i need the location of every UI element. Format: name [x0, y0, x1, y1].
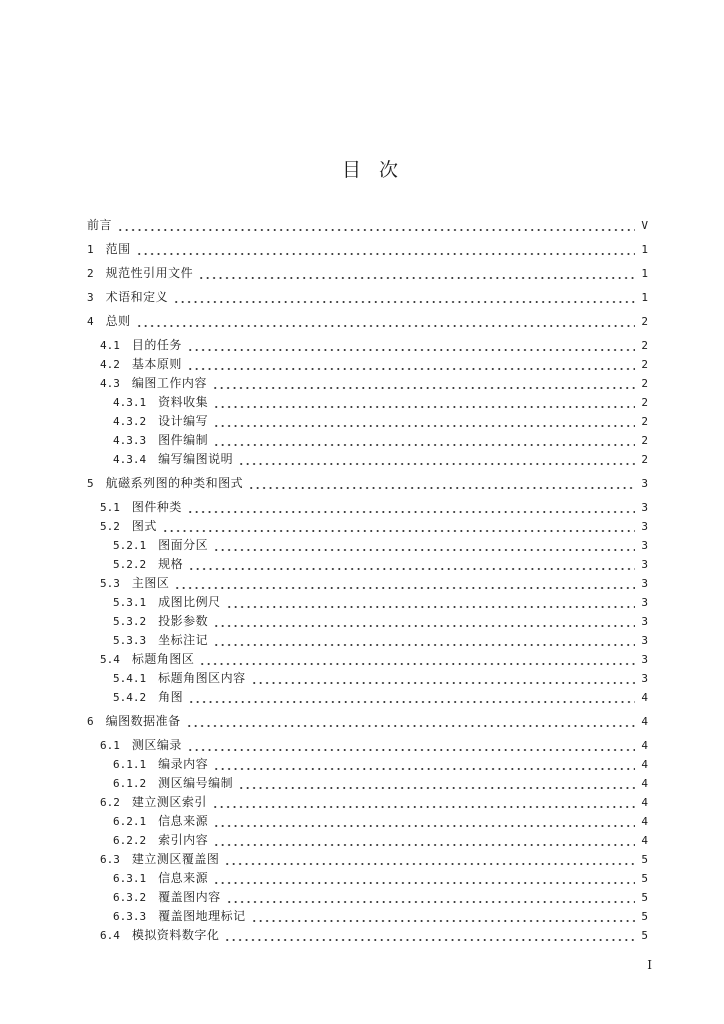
toc-entry	[87, 312, 648, 331]
toc-entry-title: 信息来源	[158, 871, 209, 885]
toc-entry	[87, 888, 648, 907]
toc-entry-number: 5.4	[100, 653, 120, 666]
toc-entry-page-number: V	[641, 219, 648, 232]
toc-entry-page-number: 3	[641, 539, 648, 552]
toc-entry	[87, 593, 648, 612]
toc-entry	[87, 831, 648, 850]
toc-dot-leader	[213, 412, 635, 431]
toc-entry-title: 坐标注记	[158, 633, 209, 647]
toc-entry	[87, 850, 648, 869]
toc-entry-page-number: 4	[641, 815, 648, 828]
toc-entry-title: 图件编制	[158, 433, 209, 447]
toc-entry-number: 6.2.2	[113, 834, 147, 847]
toc-dot-leader	[226, 593, 635, 612]
toc-heading: 目 次	[341, 159, 405, 181]
toc-entry-title: 投影参数	[158, 614, 209, 628]
toc-entry-title: 总则	[105, 314, 131, 328]
toc-entry-title: 建立测区覆盖图	[131, 852, 220, 866]
toc-dot-leader	[224, 850, 635, 869]
toc-entry	[87, 812, 648, 831]
toc-entry-page-number: 4	[641, 777, 648, 790]
toc-entry-page-number: 2	[641, 315, 648, 328]
toc-entry	[87, 498, 648, 517]
toc-entry-number: 2	[87, 267, 94, 280]
toc-entry-number: 4.3.4	[113, 453, 147, 466]
toc-entry	[87, 264, 648, 283]
toc-entry	[87, 555, 648, 574]
toc-dot-leader	[188, 688, 635, 707]
toc-entry-title: 测区编录	[131, 738, 182, 752]
toc-dot-leader	[188, 555, 635, 574]
toc-entry-title: 编图工作内容	[131, 376, 207, 390]
toc-dot-leader	[187, 336, 635, 355]
toc-dot-leader	[212, 793, 635, 812]
toc-entry-number: 6.2.1	[113, 815, 147, 828]
toc-entry-page-number: 2	[641, 453, 648, 466]
toc-entry-number: 5.4.2	[113, 691, 147, 704]
toc-dot-leader	[199, 650, 635, 669]
toc-entry	[87, 431, 648, 450]
toc-entry	[87, 536, 648, 555]
toc-entry-title: 标题角图区	[131, 652, 195, 666]
toc-dot-leader	[136, 240, 635, 259]
toc-entry-page-number: 3	[641, 653, 648, 666]
toc-entry	[87, 517, 648, 536]
toc-dot-leader	[213, 393, 635, 412]
toc-entry	[87, 240, 648, 259]
toc-entry	[87, 474, 648, 493]
toc-entry-number: 6.3	[100, 853, 120, 866]
toc-entry	[87, 412, 648, 431]
toc-entry-page-number: 5	[641, 929, 648, 942]
toc-entry-title: 设计编写	[158, 414, 209, 428]
toc-entry-title: 主图区	[131, 576, 170, 590]
toc-entry-title: 前言	[87, 218, 113, 232]
toc-entry-title: 基本原则	[131, 357, 182, 371]
toc-entry-title: 角图	[158, 690, 184, 704]
toc-entry-title: 规格	[158, 557, 184, 571]
toc-entry	[87, 374, 648, 393]
toc-dot-leader	[136, 312, 635, 331]
toc-entry-title: 航磁系列图的种类和图式	[105, 476, 244, 490]
toc-entry-title: 成图比例尺	[158, 595, 221, 609]
toc-entry-number: 6.1.1	[113, 758, 147, 771]
toc-entry	[87, 650, 648, 669]
toc-entry-page-number: 2	[641, 415, 648, 428]
toc-entry-title: 规范性引用文件	[105, 266, 194, 280]
toc-dot-leader	[213, 431, 635, 450]
toc-entry-number: 5.3	[100, 577, 120, 590]
toc-entry-page-number: 5	[641, 910, 648, 923]
toc-entry-number: 5.1	[100, 501, 120, 514]
toc-entry-number: 6.4	[100, 929, 120, 942]
toc-entry-page-number: 3	[641, 477, 648, 490]
toc-entry-number: 3	[87, 291, 94, 304]
toc-dot-leader	[248, 474, 635, 493]
toc-entry-page-number: 3	[641, 558, 648, 571]
toc-entry-page-number: 5	[641, 891, 648, 904]
toc-entry	[87, 755, 648, 774]
toc-dot-leader	[187, 355, 635, 374]
toc-entry-page-number: 1	[641, 243, 648, 256]
toc-dot-leader	[213, 755, 635, 774]
toc-dot-leader	[187, 736, 635, 755]
toc-entry-page-number: 4	[641, 739, 648, 752]
toc-entry-number: 4.3	[100, 377, 120, 390]
page-number-footer: I	[647, 958, 652, 972]
toc-entry-page-number: 4	[641, 834, 648, 847]
toc-entry	[87, 631, 648, 650]
toc-entry-page-number: 2	[641, 377, 648, 390]
toc-entry-title: 目的任务	[131, 338, 182, 352]
toc-dot-leader	[212, 374, 635, 393]
toc-entry	[87, 793, 648, 812]
toc-dot-leader	[238, 774, 635, 793]
toc-entry	[87, 612, 648, 631]
toc-dot-leader	[162, 517, 635, 536]
toc-entry-title: 模拟资料数字化	[131, 928, 220, 942]
toc-entry-title: 标题角图区内容	[158, 671, 246, 685]
toc-entry-title: 范围	[105, 242, 131, 256]
toc-entry-page-number: 4	[641, 691, 648, 704]
toc-entry-page-number: 3	[641, 596, 648, 609]
toc-entry-page-number: 3	[641, 577, 648, 590]
toc-dot-leader	[224, 926, 635, 945]
toc-entry-page-number: 3	[641, 501, 648, 514]
toc-entry-title: 覆盖图内容	[158, 890, 221, 904]
toc-entry	[87, 336, 648, 355]
toc-entry-page-number: 3	[641, 520, 648, 533]
toc-entry-number: 1	[87, 243, 94, 256]
toc-entry	[87, 869, 648, 888]
toc-entry-page-number: 2	[641, 434, 648, 447]
toc-dot-leader	[226, 888, 635, 907]
toc-entry-number: 6	[87, 715, 94, 728]
toc-entry-number: 5.2.2	[113, 558, 147, 571]
toc-entry-title: 建立测区索引	[131, 795, 207, 809]
toc-entry-number: 6.3.1	[113, 872, 147, 885]
toc-dot-leader	[213, 612, 635, 631]
toc-dot-leader	[174, 574, 635, 593]
toc-entry-page-number: 3	[641, 615, 648, 628]
toc-entry-number: 6.2	[100, 796, 120, 809]
toc-entry-page-number: 5	[641, 853, 648, 866]
toc-dot-leader	[186, 712, 635, 731]
toc-dot-leader	[213, 631, 635, 650]
toc-entry-number: 6.1.2	[113, 777, 147, 790]
toc-entry-page-number: 2	[641, 358, 648, 371]
toc-entry	[87, 450, 648, 469]
toc-entry-number: 5.2	[100, 520, 120, 533]
toc-entry-title: 术语和定义	[105, 290, 169, 304]
toc-entry-title: 编录内容	[158, 757, 209, 771]
toc-dot-leader	[117, 216, 635, 235]
toc-dot-leader	[213, 536, 635, 555]
toc-entry-page-number: 3	[641, 672, 648, 685]
toc-entry-number: 4.3.1	[113, 396, 147, 409]
toc-entry-title: 信息来源	[158, 814, 209, 828]
toc-entry-number: 4.2	[100, 358, 120, 371]
toc-entry	[87, 574, 648, 593]
toc-entry-title: 索引内容	[158, 833, 209, 847]
toc-entry-title: 编写编图说明	[158, 452, 234, 466]
toc-entry	[87, 393, 648, 412]
toc-entry-number: 6.3.2	[113, 891, 147, 904]
toc-entry	[87, 688, 648, 707]
toc-entry-title: 图面分区	[158, 538, 209, 552]
toc-entry-title: 图式	[131, 519, 157, 533]
toc-entry-number: 5.3.2	[113, 615, 147, 628]
toc-entry-number: 4	[87, 315, 94, 328]
toc-entry	[87, 669, 648, 688]
toc-entry-number: 5.4.1	[113, 672, 147, 685]
toc-entry-page-number: 3	[641, 634, 648, 647]
toc-entry	[87, 736, 648, 755]
toc-entry	[87, 288, 648, 307]
toc-dot-leader	[213, 869, 635, 888]
toc-dot-leader	[251, 669, 635, 688]
toc-entry-page-number: 2	[641, 396, 648, 409]
toc-entry-title: 编图数据准备	[105, 714, 181, 728]
toc-entry-number: 6.3.3	[113, 910, 147, 923]
toc-entry	[87, 216, 648, 235]
toc-entry	[87, 712, 648, 731]
toc-entry	[87, 907, 648, 926]
toc-dot-leader	[187, 498, 635, 517]
table-of-contents	[87, 211, 648, 945]
toc-entry-number: 5.3.1	[113, 596, 147, 609]
toc-entry-page-number: 1	[641, 291, 648, 304]
toc-entry-page-number: 5	[641, 872, 648, 885]
toc-entry-page-number: 1	[641, 267, 648, 280]
toc-dot-leader	[198, 264, 635, 283]
toc-dot-leader	[238, 450, 635, 469]
toc-entry-page-number: 4	[641, 758, 648, 771]
toc-entry	[87, 926, 648, 945]
toc-entry-number: 5.2.1	[113, 539, 147, 552]
toc-entry-number: 4.1	[100, 339, 120, 352]
toc-entry-number: 5.3.3	[113, 634, 147, 647]
toc-entry	[87, 355, 648, 374]
toc-dot-leader	[173, 288, 635, 307]
toc-entry-page-number: 2	[641, 339, 648, 352]
toc-entry-number: 5	[87, 477, 94, 490]
toc-entry-title: 图件种类	[131, 500, 182, 514]
toc-entry-title: 资料收集	[158, 395, 209, 409]
toc-entry-title: 测区编号编制	[158, 776, 234, 790]
toc-entry-number: 6.1	[100, 739, 120, 752]
toc-dot-leader	[251, 907, 635, 926]
toc-entry-page-number: 4	[641, 715, 648, 728]
toc-entry	[87, 774, 648, 793]
toc-entry-number: 4.3.2	[113, 415, 147, 428]
toc-dot-leader	[213, 812, 635, 831]
toc-entry-number: 4.3.3	[113, 434, 147, 447]
toc-dot-leader	[213, 831, 635, 850]
toc-entry-title: 覆盖图地理标记	[158, 909, 246, 923]
toc-entry-page-number: 4	[641, 796, 648, 809]
